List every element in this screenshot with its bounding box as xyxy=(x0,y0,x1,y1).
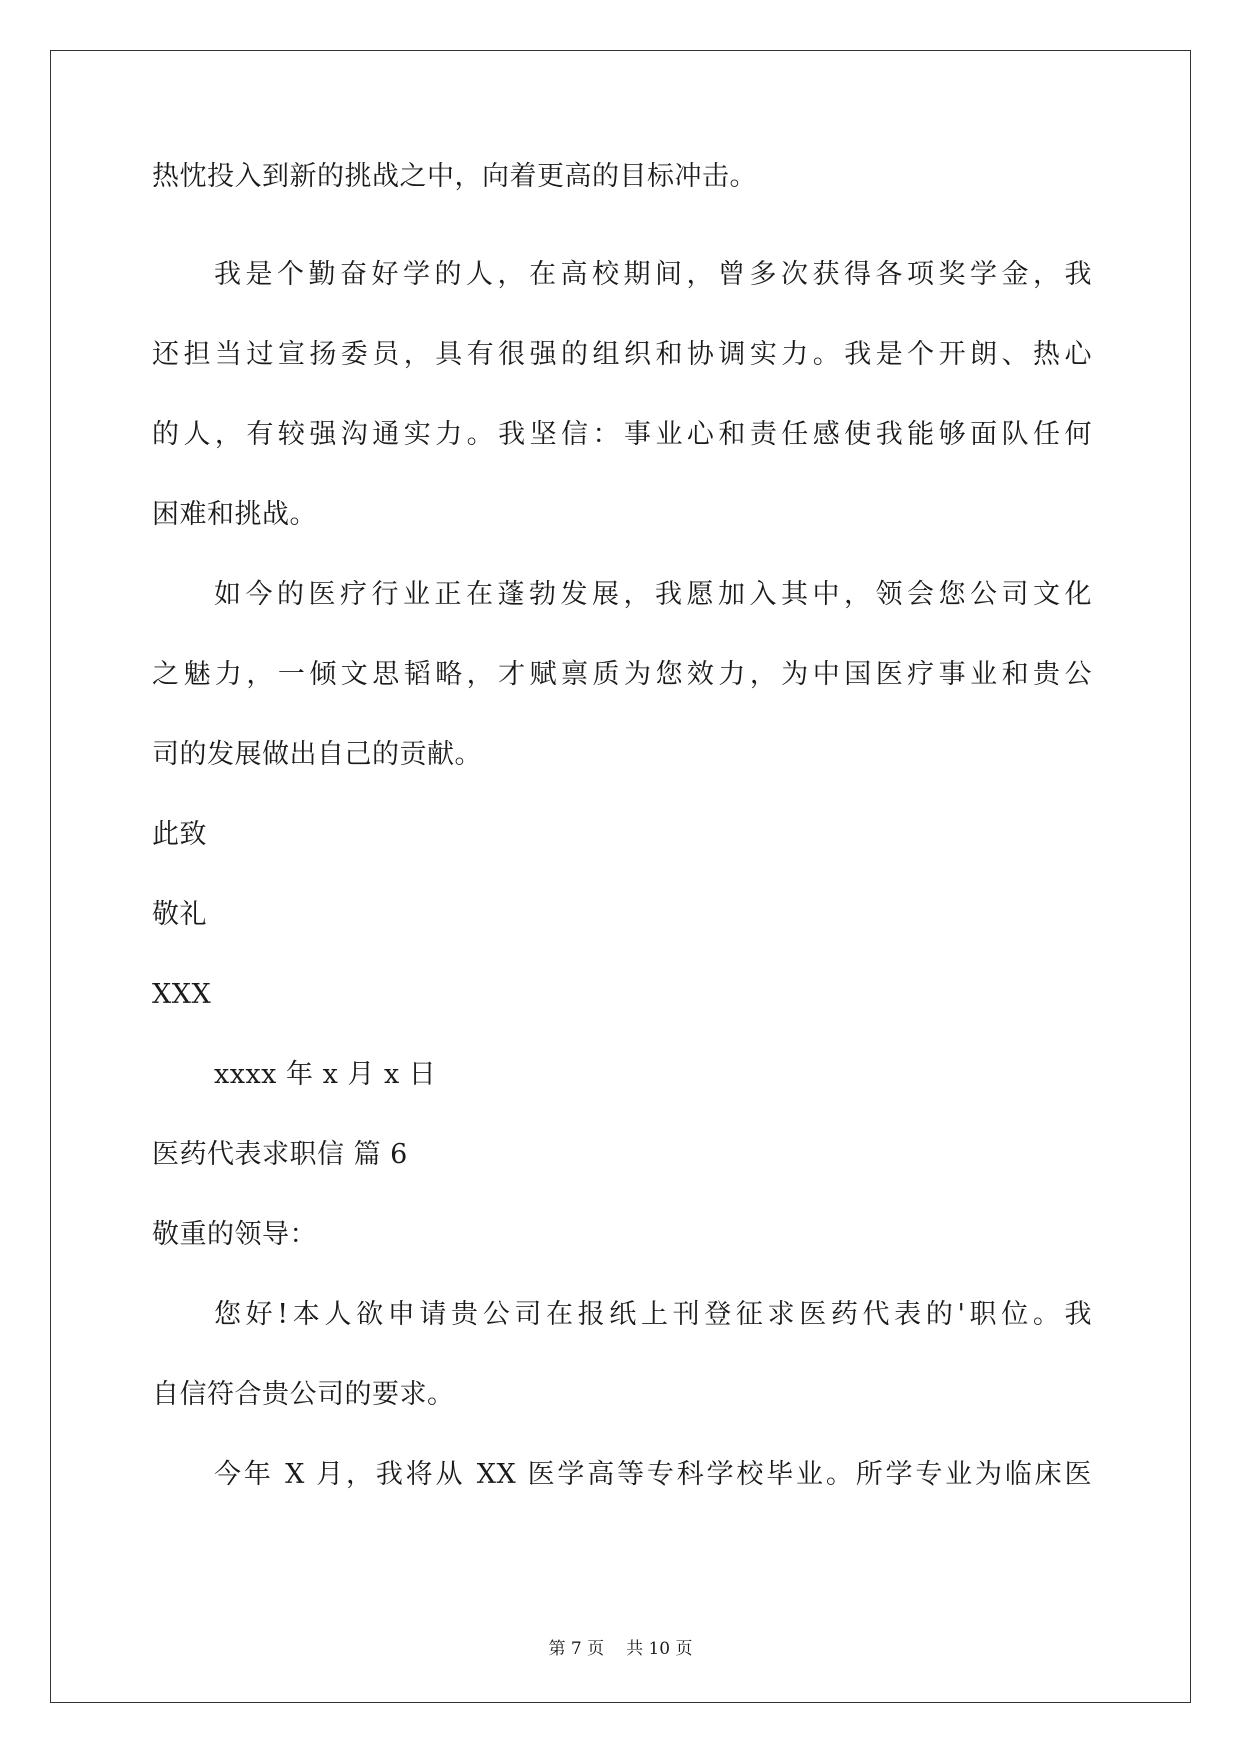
signature-date: xxxx 年 x 月 x 日 xyxy=(214,1059,437,1090)
closing-regards: 敬礼 xyxy=(152,899,207,930)
page-border xyxy=(50,50,1191,1703)
paragraph-line: 之魅力，一倾文思韬略，才赋禀质为您效力，为中国医疗事业和贵公 xyxy=(152,659,1092,690)
signature-name: XXX xyxy=(152,979,212,1010)
paragraph-line: 今年 X 月，我将从 XX 医学高等专科学校毕业。所学专业为临床医 xyxy=(214,1459,1092,1490)
closing-salutation: 此致 xyxy=(152,819,207,850)
page-number: 第 7 页 xyxy=(548,1639,605,1659)
paragraph-line: 困难和挑战。 xyxy=(152,499,317,530)
paragraph-line: 如今的医疗行业正在蓬勃发展，我愿加入其中，领会您公司文化 xyxy=(214,579,1092,610)
paragraph-line: 的人，有较强沟通实力。我坚信：事业心和责任感使我能够面队任何 xyxy=(152,419,1092,450)
paragraph-line: 我是个勤奋好学的人，在高校期间，曾多次获得各项奖学金，我 xyxy=(214,259,1092,290)
paragraph-line: 您好!本人欲申请贵公司在报纸上刊登征求医药代表的'职位。我 xyxy=(214,1299,1092,1330)
greeting: 敬重的领导： xyxy=(152,1219,317,1250)
paragraph-line: 还担当过宣扬委员，具有很强的组织和协调实力。我是个开朗、热心 xyxy=(152,339,1092,370)
section-heading: 医药代表求职信 篇 6 xyxy=(152,1139,408,1170)
paragraph-line: 热忱投入到新的挑战之中，向着更高的目标冲击。 xyxy=(152,161,757,192)
page-footer xyxy=(0,1638,1241,1660)
paragraph-line: 司的发展做出自己的贡献。 xyxy=(152,739,482,770)
paragraph-line: 自信符合贵公司的要求。 xyxy=(152,1379,455,1410)
page-total: 共 10 页 xyxy=(626,1639,693,1659)
